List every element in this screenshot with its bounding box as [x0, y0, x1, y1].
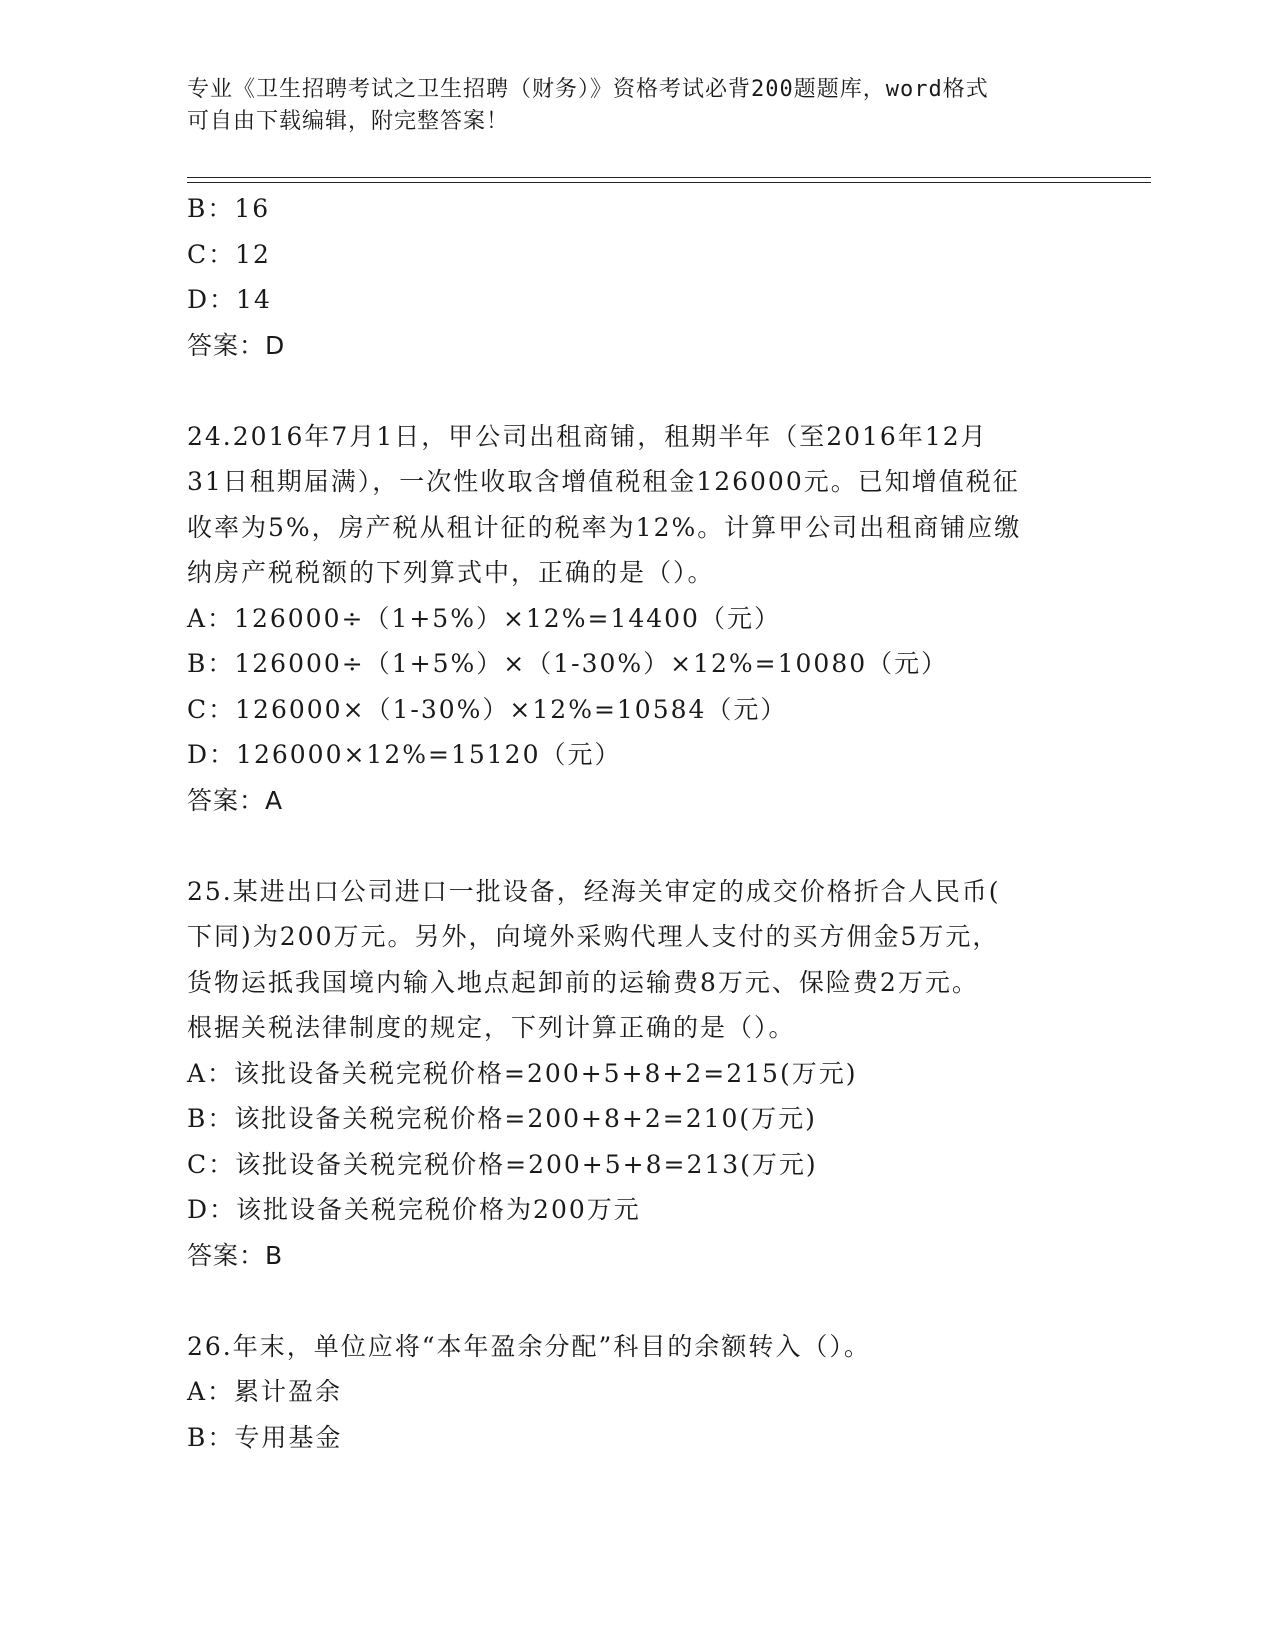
option-d: D：126000×12%=15120（元） — [187, 740, 622, 769]
answer-label: 答案：A — [187, 785, 284, 815]
header-line-1: 专业《卫生招聘考试之卫生招聘（财务）》资格考试必背200题题库，word格式 — [187, 77, 989, 102]
header-divider-top — [187, 177, 1151, 178]
option-c: C：126000×（1-30%）×12%=10584（元） — [187, 694, 788, 724]
option-b: B：16 — [187, 194, 271, 223]
question-body — [187, 186, 1087, 1460]
question-24-line: 31日租期届满），一次性收取含增值税租金126000元。已知增值税征 — [187, 467, 1020, 496]
option-a: A：累计盈余 — [187, 1377, 343, 1406]
question-25-line: 根据关税法律制度的规定，下列计算正确的是（）。 — [187, 1013, 796, 1042]
answer-label: 答案：B — [187, 1240, 284, 1270]
option-d: D：该批设备关税完税价格为200万元 — [187, 1195, 641, 1224]
question-24-line: 收率为5%，房产税从租计征的税率为12%。计算甲公司出租商铺应缴 — [187, 512, 1022, 542]
option-c: C：该批设备关税完税价格=200+5+8=213(万元) — [187, 1149, 818, 1179]
question-25-line: 25.某进出口公司进口一批设备，经海关审定的成交价格折合人民币( — [187, 876, 1001, 906]
question-25-line: 下同)为200万元。另外，向境外采购代理人支付的买方佣金5万元， — [187, 922, 1000, 951]
option-a: A：该批设备关税完税价格=200+5+8+2=215(万元) — [187, 1058, 858, 1088]
page-header — [187, 74, 1087, 138]
question-25-line: 货物运抵我国境内输入地点起卸前的运输费8万元、保险费2万元。 — [187, 967, 979, 997]
answer-label: 答案：D — [187, 330, 286, 360]
question-24-line: 纳房产税税额的下列算式中，正确的是（）。 — [187, 558, 715, 587]
option-d: D：14 — [187, 285, 272, 314]
option-b: B：126000÷（1+5%）×（1-30%）×12%=10080（元） — [187, 649, 949, 678]
question-26-line: 26.年末，单位应将“本年盈余分配”科目的余额转入（）。 — [187, 1331, 871, 1361]
header-divider-bottom — [187, 182, 1151, 183]
question-24-line: 24.2016年7月1日，甲公司出租商铺，租期半年（至2016年12月 — [187, 421, 988, 451]
header-line-2: 可自由下载编辑，附完整答案！ — [187, 109, 510, 134]
option-a: A：126000÷（1+5%）×12%=14400（元） — [187, 603, 781, 633]
option-b: B：专用基金 — [187, 1422, 343, 1452]
option-b: B：该批设备关税完税价格=200+8+2=210(万元) — [187, 1104, 817, 1133]
option-c: C：12 — [187, 239, 271, 269]
